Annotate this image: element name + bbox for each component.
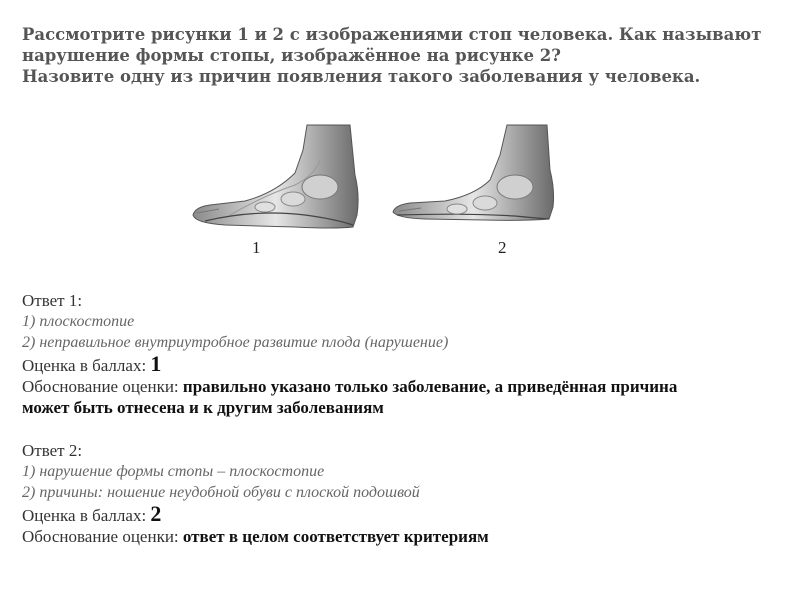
flat-foot-image — [393, 125, 554, 220]
reason-text: ответ в целом соответствует критериям — [182, 527, 489, 546]
answer-2-item-1: 1) нарушение формы стопы – плоскостопие — [22, 463, 325, 480]
feet-illustration — [185, 115, 585, 270]
normal-foot-image — [193, 125, 358, 228]
reason-label: Обоснование оценки: — [22, 527, 183, 546]
answers-section — [22, 290, 792, 547]
task-line: Рассмотрите рисунки 1 и 2 с изображениями стоп человека. Как называют — [22, 25, 762, 44]
task-text — [22, 24, 782, 87]
figure-label-1: 1 — [252, 238, 261, 257]
figure-label-2: 2 — [498, 238, 507, 257]
task-line: нарушение формы стопы, изображённое на рисунке 2? — [22, 46, 561, 65]
task-line: Назовите одну из причин появления такого заболевания у человека. — [22, 67, 701, 86]
answer-1-reason — [22, 376, 792, 397]
answer-1-title: Ответ 1: — [22, 291, 83, 310]
reason-text: правильно указано только заболевание, а приведённая причина — [182, 377, 678, 396]
score-label: Оценка в баллах: — [22, 506, 151, 525]
answer-2-score — [22, 503, 792, 526]
reason-label: Обоснование оценки: — [22, 377, 183, 396]
answer-1-reason-cont: может быть отнесена и к другим заболеваниям — [22, 398, 384, 417]
answer-1-score — [22, 353, 792, 376]
answer-2-reason — [22, 526, 792, 547]
answer-1-item-2: 2) неправильное внутриутробное развитие плода (нарушение) — [22, 334, 449, 351]
score-label: Оценка в баллах: — [22, 356, 151, 375]
answer-2-item-2: 2) причины: ношение неудобной обуви с плоской подошвой — [22, 484, 420, 501]
score-value: 1 — [150, 351, 162, 376]
score-value: 2 — [150, 501, 162, 526]
answer-2-title: Ответ 2: — [22, 441, 83, 460]
answer-1-item-1: 1) плоскостопие — [22, 313, 135, 330]
